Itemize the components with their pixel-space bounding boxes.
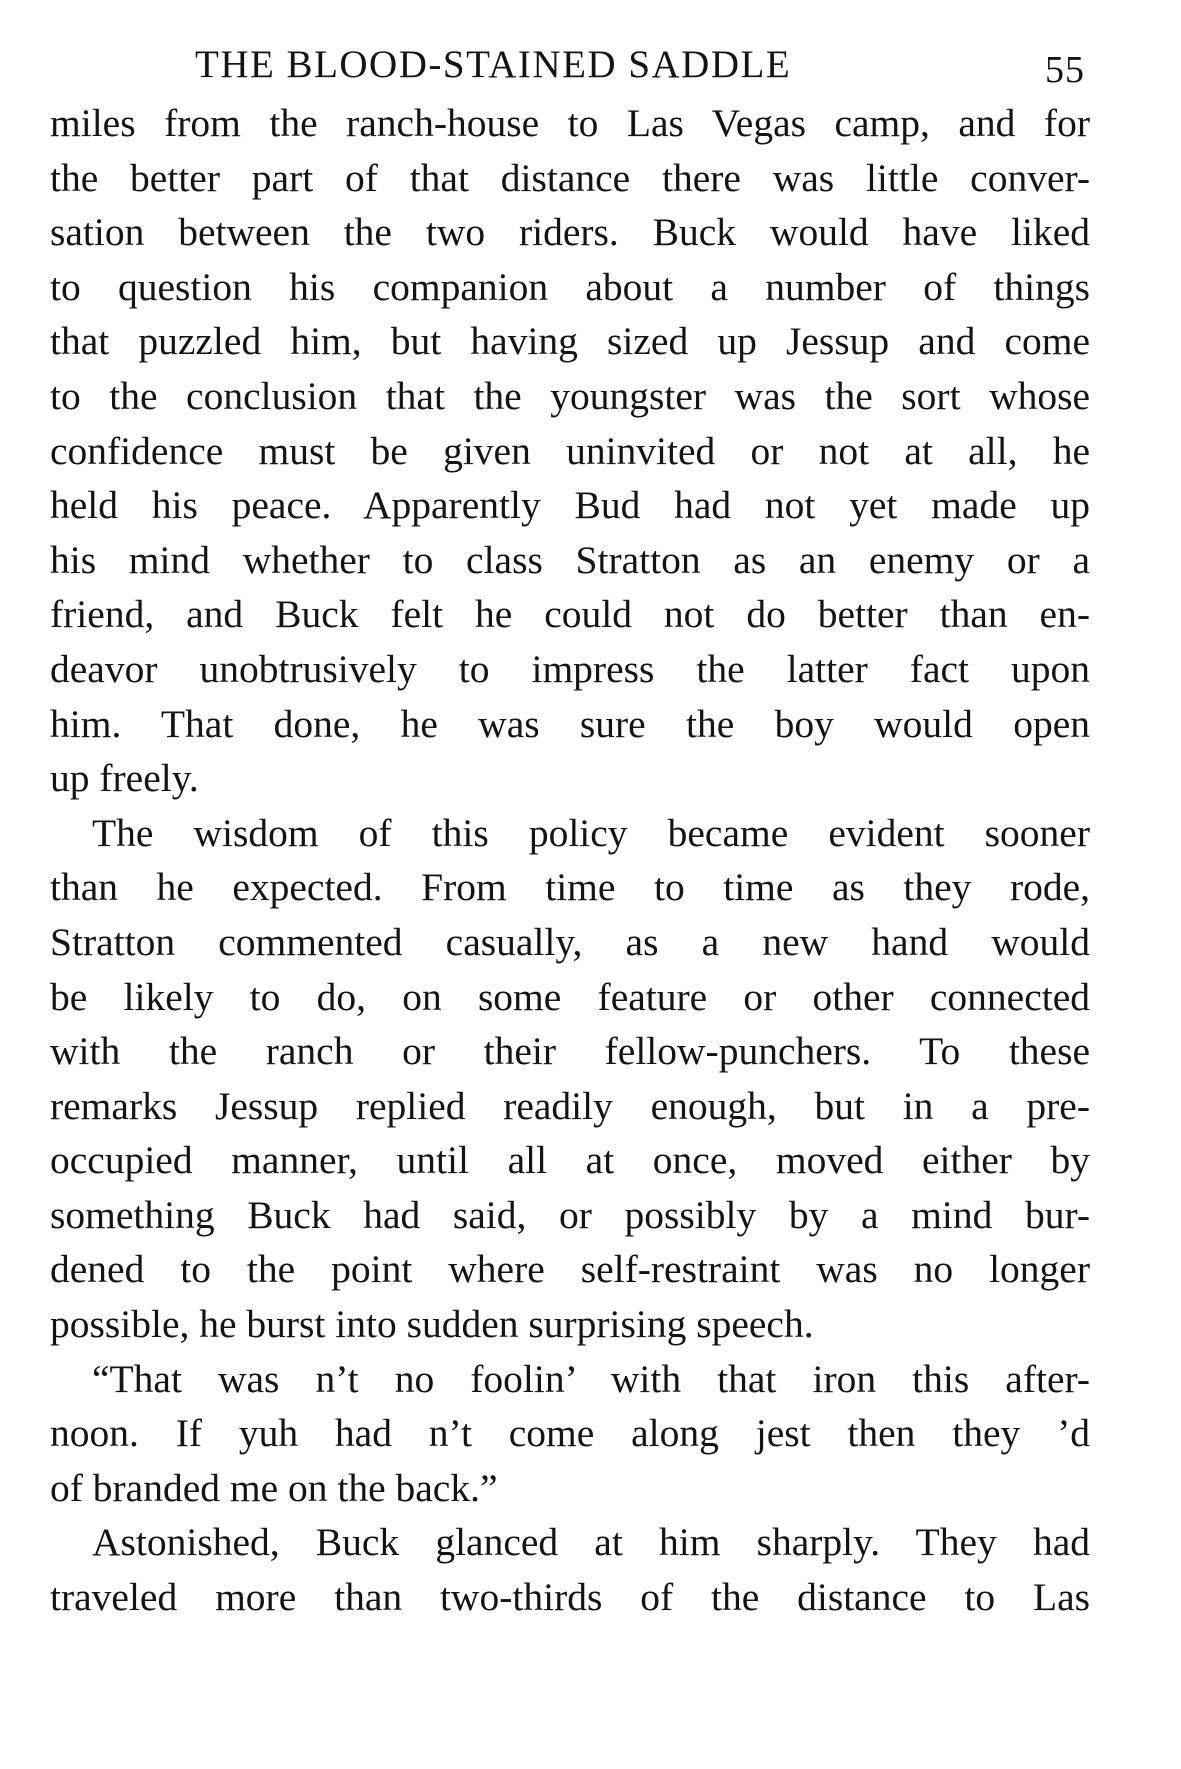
page-header: [50, 34, 1090, 96]
text-line: Stratton commented casually, as a new hand would: [50, 919, 1090, 964]
paragraph-2: [50, 806, 1090, 1352]
text-line: confidence must be given uninvited or not at all, he: [50, 428, 1090, 473]
text-line: held his peace. Apparently Bud had not yet made up: [50, 483, 1090, 528]
text-line: miles from the ranch-house to Las Vegas camp, and for: [50, 101, 1090, 145]
text-line: him. That done, he was sure the boy would open: [50, 701, 1090, 746]
text-line: up freely.: [50, 756, 199, 801]
text-line: dened to the point where self-restraint was no longer: [50, 1247, 1090, 1292]
text-line: occupied manner, until all at once, moved either by: [50, 1138, 1090, 1183]
text-line: “That was n’t no foolin’ with that iron this after-: [92, 1356, 1090, 1401]
text-line: with the ranch or their fellow-punchers. To these: [50, 1029, 1090, 1074]
text-line: to the conclusion that the youngster was the sort whose: [50, 373, 1090, 418]
text-line: to question his companion about a number of things: [50, 264, 1090, 309]
book-page: [50, 34, 1090, 1625]
body-text: [50, 96, 1090, 1625]
text-line: remarks Jessup replied readily enough, but in a pre-: [50, 1083, 1090, 1128]
text-line: Astonished, Buck glanced at him sharply. They had: [92, 1520, 1090, 1565]
text-line: the better part of that distance there was little conver-: [50, 155, 1090, 200]
running-head: THE BLOOD-STAINED SADDLE: [195, 43, 792, 86]
text-line: friend, and Buck felt he could not do better than en-: [50, 592, 1090, 637]
text-line: than he expected. From time to time as they rode,: [50, 865, 1090, 910]
text-line: something Buck had said, or possibly by a mind bur-: [50, 1192, 1090, 1237]
text-line: deavor unobtrusively to impress the latter fact upon: [50, 646, 1090, 691]
paragraph-1: [50, 96, 1090, 806]
text-line: his mind whether to class Stratton as an enemy or a: [50, 537, 1090, 582]
text-line: sation between the two riders. Buck would have liked: [50, 210, 1090, 255]
paragraph-4: [50, 1515, 1090, 1624]
paragraph-3: [50, 1352, 1090, 1516]
text-line: The wisdom of this policy became evident sooner: [92, 810, 1090, 855]
text-line: be likely to do, on some feature or other connected: [50, 974, 1090, 1019]
text-line: traveled more than two-thirds of the distance to Las: [50, 1575, 1090, 1620]
text-line: possible, he burst into sudden surprising speech.: [50, 1302, 814, 1347]
text-line: noon. If yuh had n’t come along jest then they ’d: [50, 1411, 1090, 1456]
page-number: 55: [1045, 49, 1085, 91]
text-line: of branded me on the back.”: [50, 1465, 498, 1510]
text-line: that puzzled him, but having sized up Jessup and come: [50, 319, 1090, 364]
